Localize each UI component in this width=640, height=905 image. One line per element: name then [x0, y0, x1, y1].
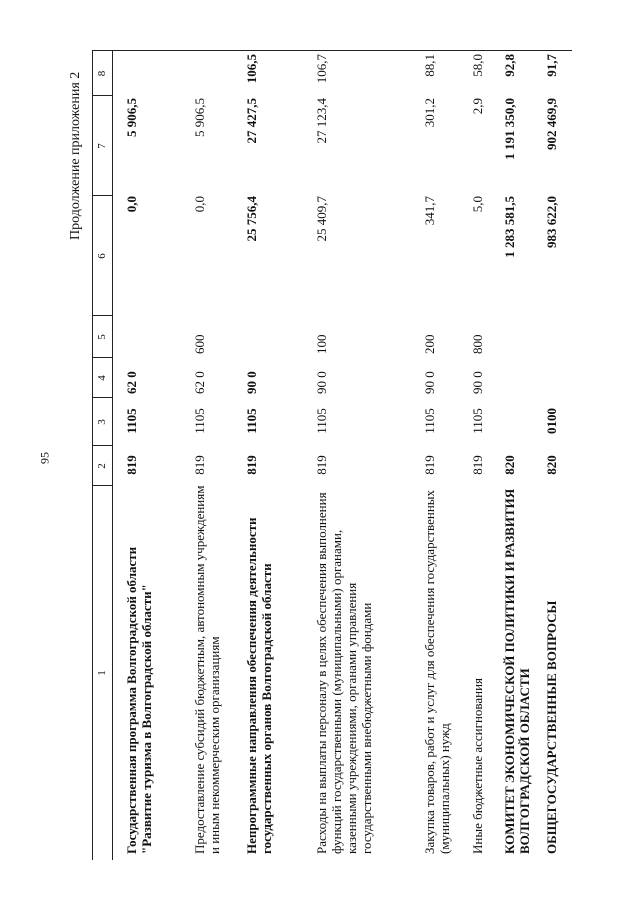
- row-c2: 819: [244, 455, 259, 475]
- row-c3: 1105: [244, 408, 259, 434]
- column-header-8: 8: [96, 70, 108, 77]
- row-c3: 1105: [422, 408, 437, 434]
- row-c2: 819: [470, 455, 485, 475]
- row-c4: 62 0: [124, 371, 139, 394]
- row-c8: 92,8: [502, 54, 517, 77]
- row-c6: 983 622,0: [544, 196, 559, 248]
- row-c7: 2,9: [470, 98, 485, 115]
- row-c6: 0,0: [124, 196, 139, 213]
- row-c2: 820: [502, 455, 517, 475]
- row-c7: 5 906,5: [192, 98, 207, 137]
- row-c4: 90 0: [244, 371, 259, 394]
- column-header-2: 2: [96, 463, 108, 469]
- row-c6: 5,0: [470, 196, 485, 213]
- row-c7: 902 469,9: [544, 98, 559, 150]
- row-c8: 88,1: [422, 54, 437, 77]
- row-c4: 90 0: [422, 371, 437, 394]
- column-header-5: 5: [96, 334, 108, 340]
- row-c5: 600: [192, 334, 207, 354]
- row-c8: 106,5: [244, 54, 259, 84]
- page-number: 95: [37, 452, 52, 464]
- row-c6: 0,0: [192, 196, 207, 213]
- row-c2: 819: [422, 455, 437, 475]
- column-header-3: 3: [96, 419, 108, 425]
- row-c6: 25 409,7: [314, 196, 329, 242]
- row-c8: 91,7: [544, 54, 559, 77]
- row-c4: 90 0: [470, 371, 485, 394]
- row-c3: 0100: [544, 408, 559, 434]
- column-header-6: 6: [96, 253, 108, 259]
- table-right-border: [92, 50, 572, 51]
- row-c6: 1 283 581,5: [502, 196, 517, 258]
- row-c3: 1105: [124, 408, 139, 434]
- column-header-7: 7: [96, 143, 108, 149]
- row-name: Иные бюджетные ассигнования: [470, 677, 485, 854]
- row-c5: 800: [470, 334, 485, 354]
- row-name: Закупка товаров, работ и услуг для обеспечения государственных (муниципальных) нужд: [422, 489, 452, 854]
- row-c3: 1105: [314, 408, 329, 434]
- column-header-1: 1: [96, 670, 108, 676]
- row-c2: 819: [192, 455, 207, 475]
- row-c2: 819: [124, 455, 139, 475]
- row-c7: 27 123,4: [314, 98, 329, 144]
- column-header-4: 4: [96, 375, 108, 381]
- row-c7: 5 906,5: [124, 98, 139, 137]
- header-bottom-border: [112, 50, 113, 860]
- row-c7: 301,2: [422, 98, 437, 128]
- row-c6: 25 756,4: [244, 196, 259, 242]
- row-c8: 58,0: [470, 54, 485, 77]
- row-c8: 106,7: [314, 54, 329, 84]
- row-name: Непрограммные направления обеспечения деятельности государственных органов Волгоградской области: [244, 517, 274, 854]
- appendix-note: Продолжение приложения 2: [68, 71, 83, 240]
- row-c2: 820: [544, 455, 559, 475]
- budget-table: [92, 50, 572, 860]
- row-c7: 27 427,5: [244, 98, 259, 144]
- row-c4: 62 0: [192, 371, 207, 394]
- row-c7: 1 191 350,0: [502, 98, 517, 160]
- row-c5: 200: [422, 334, 437, 354]
- row-name: Государственная программа Волгоградской области "Развитие туризма в Волгоградской области": [124, 546, 154, 854]
- row-name: ОБЩЕГОСУДАРСТВЕННЫЕ ВОПРОСЫ: [544, 600, 559, 854]
- row-c3: 1105: [470, 408, 485, 434]
- row-name: Расходы на выплаты персоналу в целях обеспечения выполнения функций государственными (муниципальными) органами, казенными учреждениями, органами управления государственными внебюджетными фондами: [314, 492, 374, 854]
- row-c6: 341,7: [422, 196, 437, 226]
- row-c2: 819: [314, 455, 329, 475]
- row-name: КОМИТЕТ ЭКОНОМИЧЕСКОЙ ПОЛИТИКИ И РАЗВИТИЯ ВОЛГОГРАДСКОЙ ОБЛАСТИ: [502, 488, 532, 854]
- row-name: Предоставление субсидий бюджетным, автономным учреждениям и иным некоммерческим организациям: [192, 485, 222, 854]
- row-c5: 100: [314, 334, 329, 354]
- row-c4: 90 0: [314, 371, 329, 394]
- row-c3: 1105: [192, 408, 207, 434]
